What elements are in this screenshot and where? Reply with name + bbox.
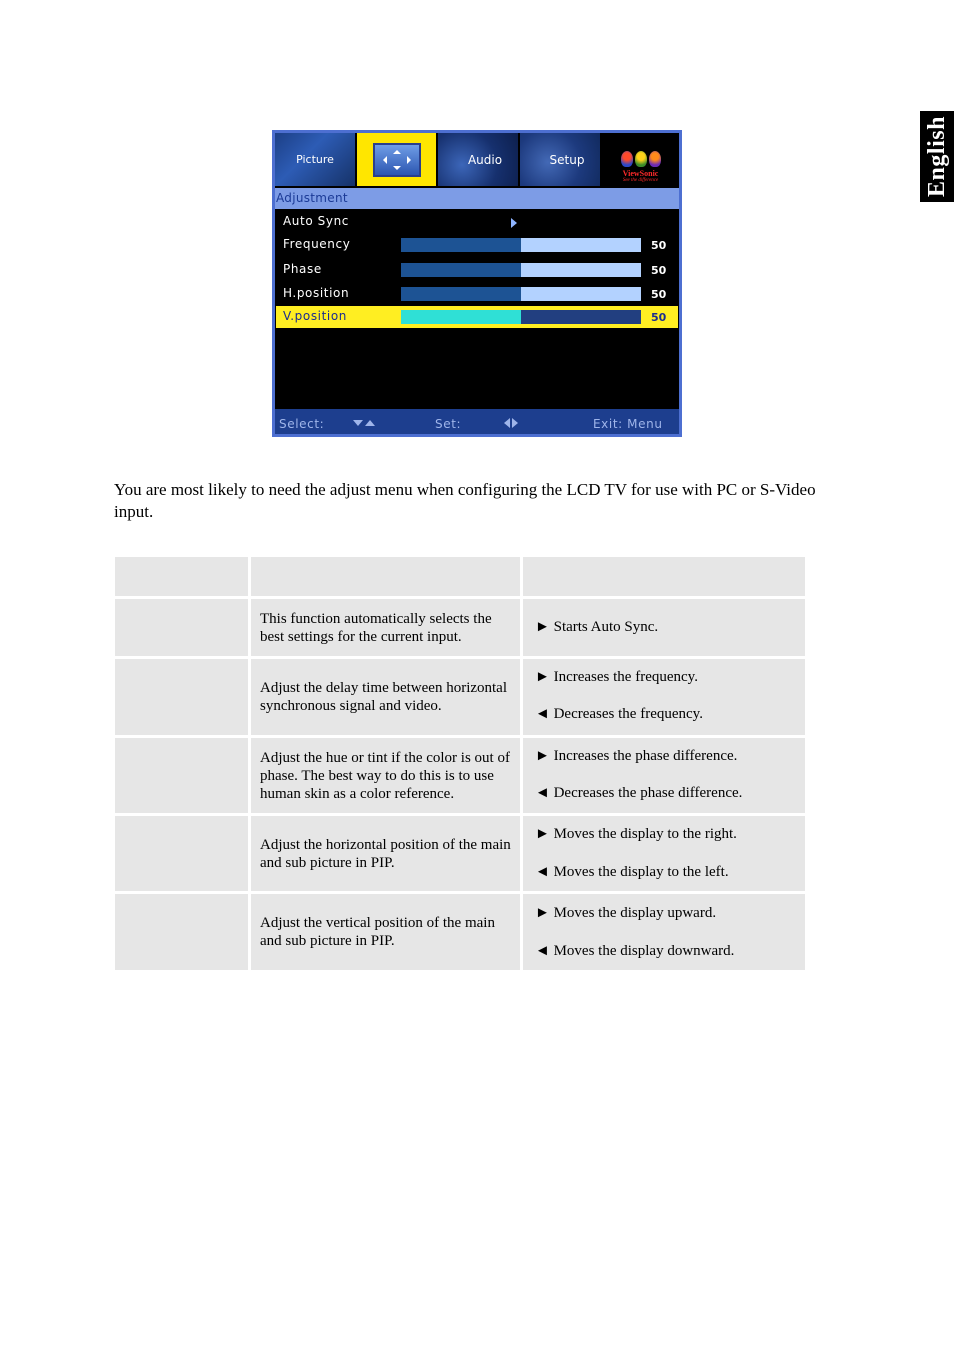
table-row-actions [523, 659, 805, 735]
brand-logo [602, 133, 679, 186]
language-tab [920, 111, 954, 202]
menu-title: Adjustment [275, 188, 679, 209]
menu-item-phase[interactable] [276, 259, 678, 281]
submenu-arrow-icon [511, 218, 517, 228]
menu-item-label: Frequency [283, 237, 351, 251]
logo-tagline: See the difference [622, 178, 659, 183]
table-row-actions [523, 738, 805, 813]
slider-track [521, 287, 641, 301]
logo-brand-text: ViewSonic [622, 169, 659, 178]
table-row-description: Adjust the delay time between horizontal synchronous signal and video. [251, 659, 520, 735]
table-row-description: Adjust the hue or tint if the color is out of phase. The best way to do this is to use human skin as a color reference. [251, 738, 520, 813]
h-position-slider[interactable] [401, 287, 641, 301]
v-position-slider[interactable] [401, 310, 641, 324]
table-row-label-cell [115, 894, 248, 970]
tab-audio-label: Audio [467, 152, 503, 167]
table-row-label-cell [115, 738, 248, 813]
menu-item-frequency[interactable] [276, 234, 678, 256]
action-line: ◄ Decreases the frequency. [535, 706, 703, 722]
slider-track [521, 238, 641, 252]
intro-paragraph: You are most likely to need the adjust menu when configuring the LCD TV for use with PC or S-Video input. [114, 480, 816, 521]
table-header-cell [115, 557, 248, 596]
action-line: ► Increases the frequency. [535, 669, 698, 685]
table-row-description: This function automatically selects the best settings for the current input. [251, 599, 520, 656]
tab-setup[interactable] [520, 133, 600, 186]
tab-picture-label: Picture [296, 153, 334, 166]
tab-picture[interactable] [275, 133, 355, 186]
language-tab-label: English [923, 116, 950, 197]
action-line: ◄ Decreases the phase difference. [535, 785, 743, 801]
slider-fill [401, 310, 521, 324]
left-right-arrows-icon [503, 417, 519, 429]
action-line: ◄ Moves the display downward. [535, 943, 735, 959]
table-row-label-cell [115, 599, 248, 656]
table-row-description: Adjust the vertical position of the main and sub picture in PIP. [251, 894, 520, 970]
table-row-actions [523, 599, 805, 656]
osd-menu [272, 130, 682, 437]
slider-fill [401, 287, 521, 301]
osd-status-bar [272, 409, 682, 437]
menu-item-h-position[interactable] [276, 283, 678, 305]
slider-value: 50 [651, 264, 667, 277]
menu-item-auto-sync[interactable] [276, 211, 678, 233]
status-exit-label: Exit: Menu [593, 417, 663, 431]
menu-item-label: H.position [283, 286, 350, 300]
table-header-cell [523, 557, 805, 596]
table-row-actions [523, 816, 805, 891]
phase-slider[interactable] [401, 263, 641, 277]
action-line: ◄ Moves the display to the left. [535, 864, 729, 880]
tab-adjustment[interactable] [357, 133, 436, 186]
birds-logo-icon [621, 151, 661, 167]
menu-item-v-position[interactable] [276, 306, 678, 328]
slider-value: 50 [651, 239, 667, 252]
table-row-label-cell [115, 816, 248, 891]
status-set-label: Set: [435, 417, 462, 431]
slider-value: 50 [651, 311, 667, 324]
menu-item-label: V.position [283, 309, 348, 323]
menu-item-label: Auto Sync [283, 214, 349, 228]
tab-setup-label: Setup [549, 152, 585, 167]
slider-track [521, 310, 641, 324]
table-row-label-cell [115, 659, 248, 735]
slider-fill [401, 238, 521, 252]
up-down-arrows-icon [352, 418, 376, 428]
table-row-actions [523, 894, 805, 970]
slider-track [521, 263, 641, 277]
action-line: ► Starts Auto Sync. [535, 619, 659, 635]
status-select-label: Select: [279, 417, 325, 431]
menu-item-label: Phase [283, 262, 322, 276]
action-line: ► Moves the display to the right. [535, 826, 737, 842]
slider-value: 50 [651, 288, 667, 301]
slider-fill [401, 263, 521, 277]
frequency-slider[interactable] [401, 238, 641, 252]
table-header-cell [251, 557, 520, 596]
adjust-arrows-icon [373, 143, 421, 177]
table-row-description: Adjust the horizontal position of the main and sub picture in PIP. [251, 816, 520, 891]
action-line: ► Increases the phase difference. [535, 748, 738, 764]
action-line: ► Moves the display upward. [535, 905, 717, 921]
tab-audio[interactable] [438, 133, 518, 186]
